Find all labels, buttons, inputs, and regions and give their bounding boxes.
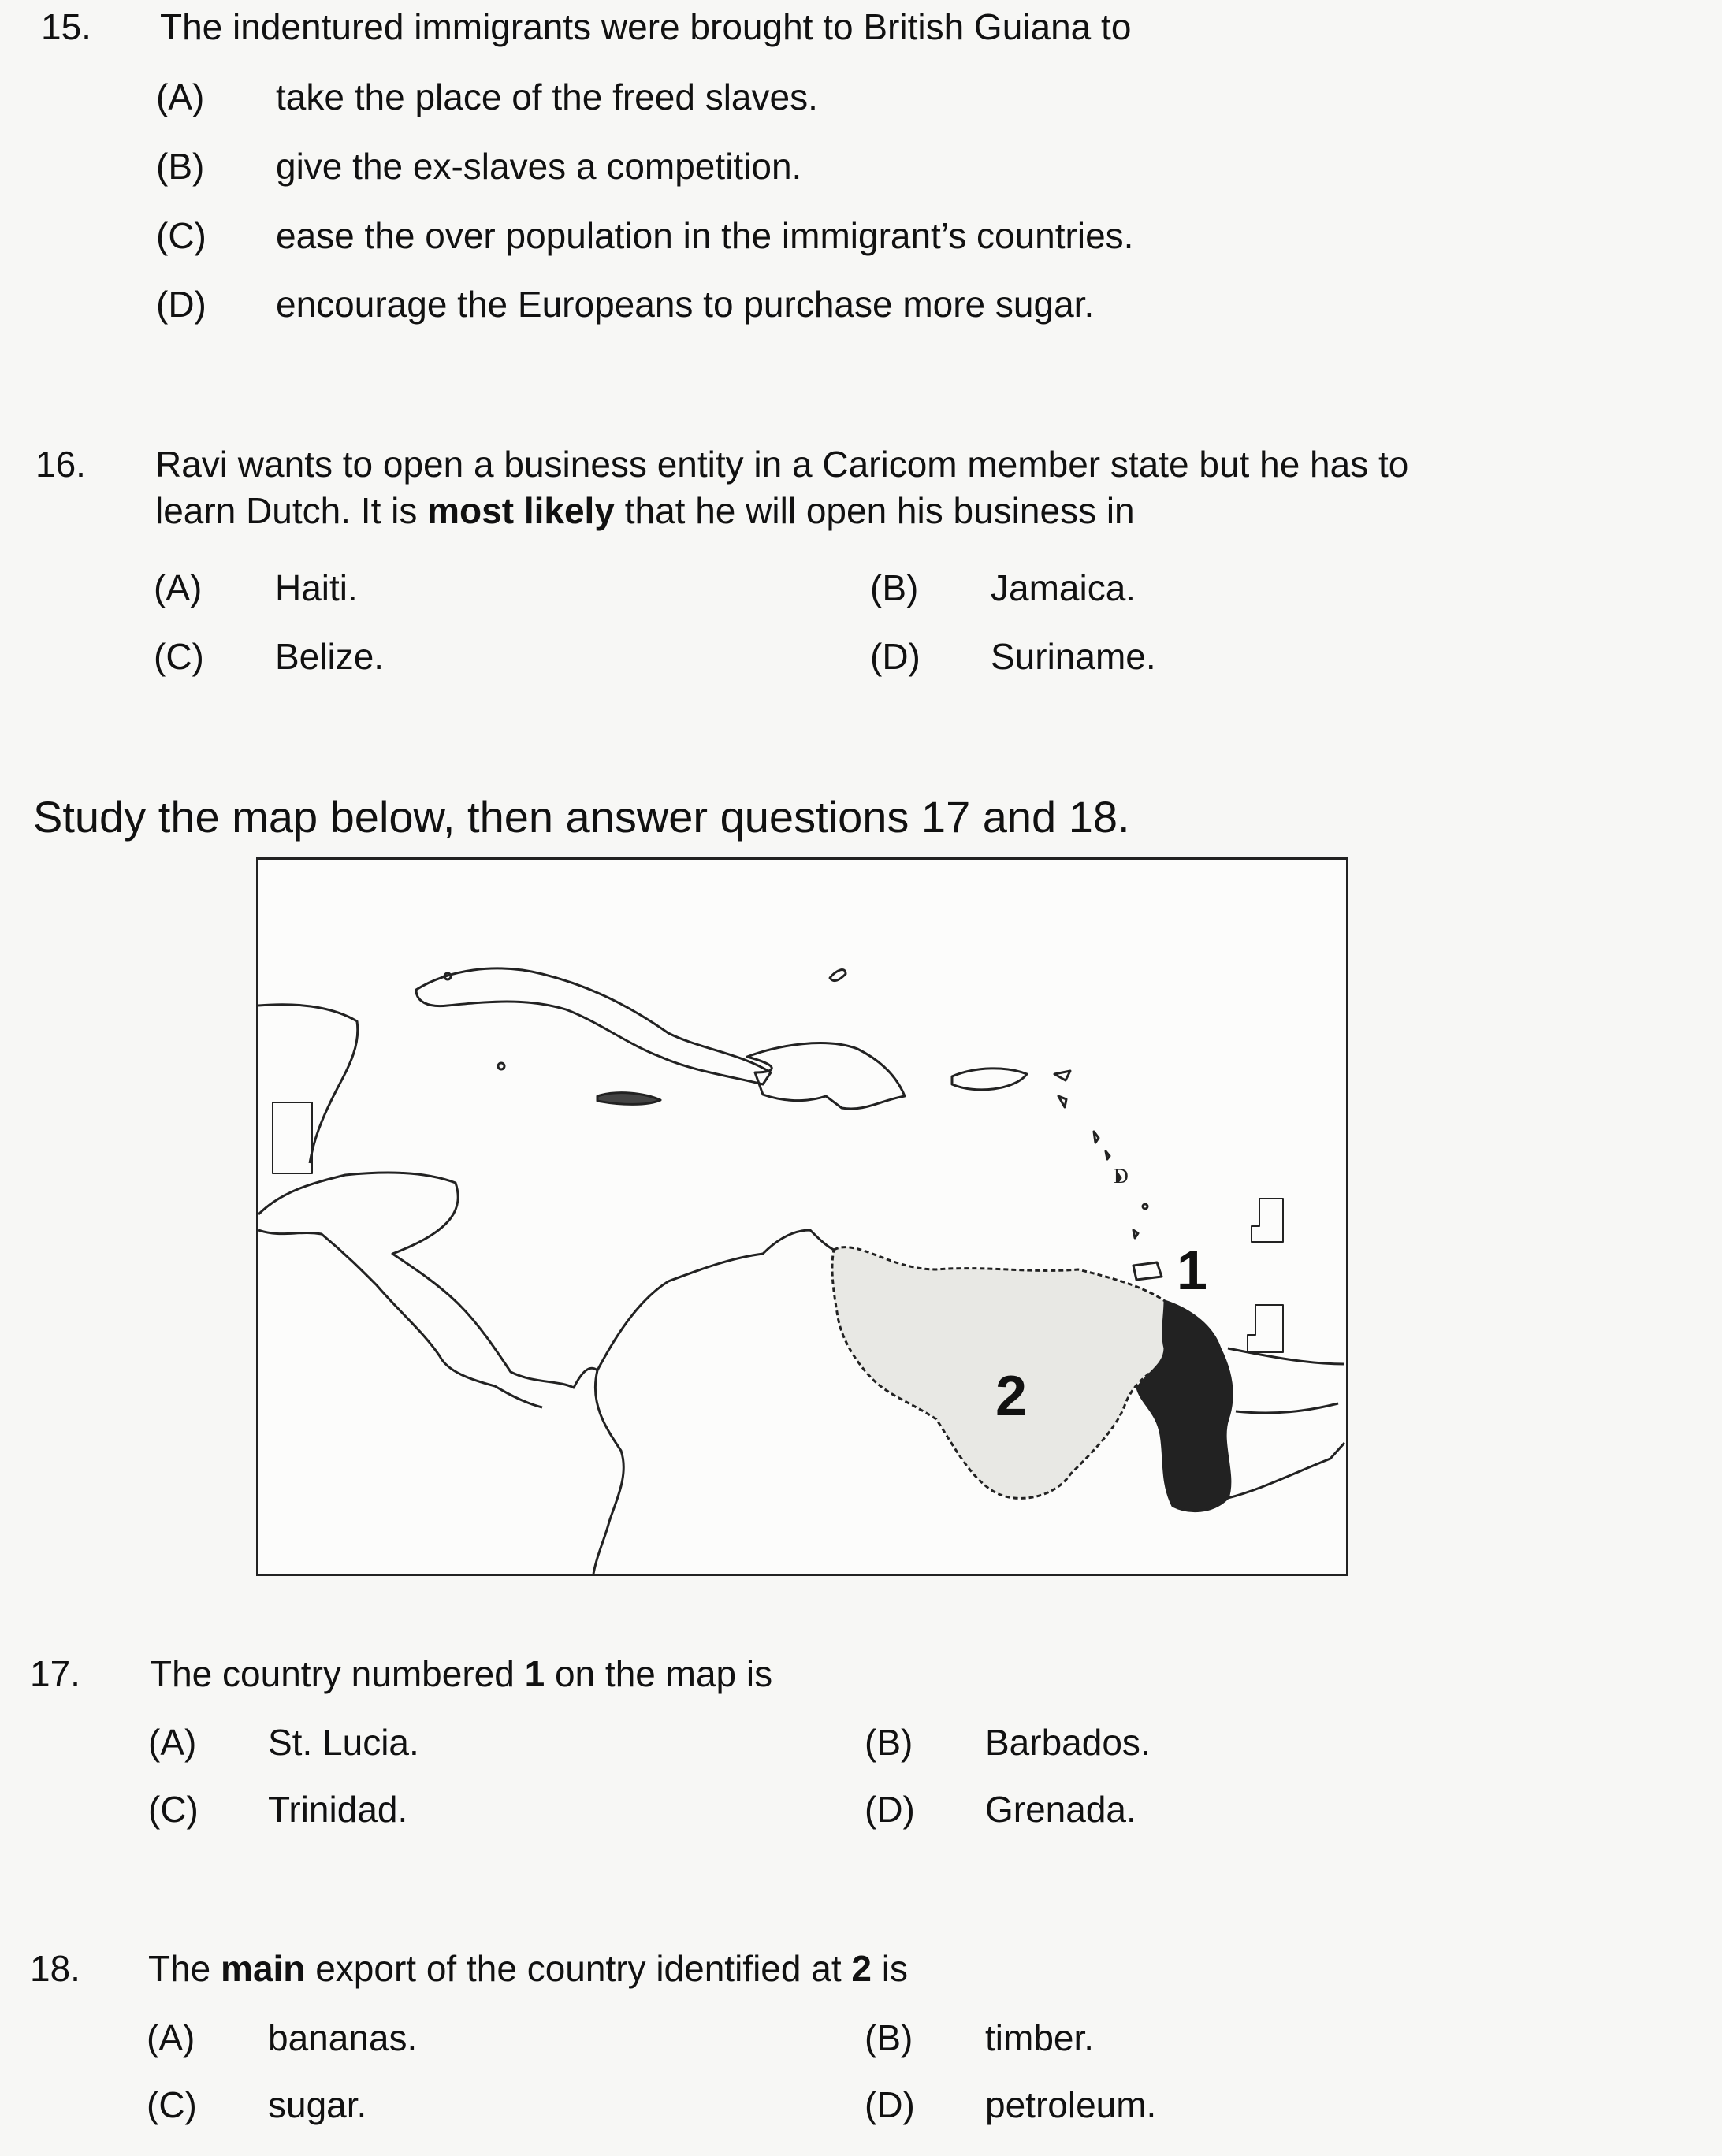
option-c-letter: (C) (148, 1789, 199, 1830)
map-drawing (258, 860, 1346, 1574)
question-number: 17. (30, 1653, 80, 1694)
central-america-outline (258, 1173, 597, 1388)
map-label-2: 2 (995, 1365, 1028, 1428)
option-b-letter: (B) (865, 1722, 913, 1763)
question-stem: The indentured immigrants were brought to British Guiana to (160, 6, 1132, 47)
hispaniola-outline (747, 1043, 905, 1109)
option-d-text[interactable]: Suriname. (991, 636, 1156, 677)
option-a-text[interactable]: take the place of the freed slaves. (276, 76, 818, 117)
option-a-text[interactable]: bananas. (268, 2017, 418, 2058)
option-c-letter: (C) (156, 215, 206, 256)
option-a-letter: (A) (154, 567, 203, 608)
question-stem: The main export of the country identified at 2 is (148, 1948, 908, 1989)
option-b-text[interactable]: Jamaica. (991, 567, 1136, 608)
option-d-text[interactable]: Grenada. (985, 1789, 1136, 1830)
option-a-text[interactable]: St. Lucia. (268, 1722, 419, 1763)
question-number: 18. (30, 1948, 80, 1989)
puerto-rico-outline (952, 1069, 1027, 1090)
option-b-letter: (B) (870, 567, 919, 608)
option-a-letter: (A) (148, 1722, 197, 1763)
map-instruction: Study the map below, then answer questions 17 and 18. (33, 792, 1130, 842)
map-label-1: 1 (1177, 1240, 1207, 1301)
question-number: 15. (41, 6, 91, 47)
country-1-outline (1133, 1262, 1162, 1280)
option-a-text[interactable]: Haiti. (275, 567, 358, 608)
option-c-text[interactable]: sugar. (268, 2084, 367, 2125)
south-america-coast (597, 1230, 834, 1370)
suriname-outline (1228, 1348, 1344, 1364)
option-c-letter: (C) (147, 2084, 197, 2125)
option-b-letter: (B) (156, 146, 205, 187)
option-d-letter: (D) (156, 284, 206, 325)
map-label-d: D (1114, 1165, 1129, 1188)
option-c-text[interactable]: Belize. (275, 636, 385, 677)
option-d-text[interactable]: petroleum. (985, 2084, 1157, 2125)
option-a-letter: (A) (147, 2017, 195, 2058)
option-a-letter: (A) (156, 76, 205, 117)
option-d-text[interactable]: encourage the Europeans to purchase more sugar. (276, 284, 1095, 325)
cuba-outline (416, 968, 771, 1084)
option-d-letter: (D) (865, 1789, 915, 1830)
option-c-text[interactable]: ease the over population in the immigrant’s countries. (276, 215, 1134, 256)
option-b-text[interactable]: timber. (985, 2017, 1095, 2058)
question-number: 16. (35, 444, 86, 485)
caribbean-map (256, 857, 1348, 1576)
question-stem-line1: Ravi wants to open a business entity in a Caricom member state but he has to (155, 444, 1409, 485)
question-stem: The country numbered 1 on the map is (150, 1653, 773, 1694)
option-c-letter: (C) (154, 636, 204, 677)
option-b-letter: (B) (865, 2017, 913, 2058)
question-stem-line2: learn Dutch. It is most likely that he will open his business in (155, 490, 1135, 531)
option-b-text[interactable]: Barbados. (985, 1722, 1151, 1763)
jamaica-outline (597, 1093, 660, 1105)
option-c-text[interactable]: Trinidad. (268, 1789, 408, 1830)
option-d-letter: (D) (870, 636, 921, 677)
option-b-text[interactable]: give the ex-slaves a competition. (276, 146, 802, 187)
inset-island-2 (1248, 1305, 1283, 1352)
inset-island-1 (1252, 1199, 1283, 1242)
option-d-letter: (D) (865, 2084, 915, 2125)
belize-area (273, 1102, 312, 1173)
